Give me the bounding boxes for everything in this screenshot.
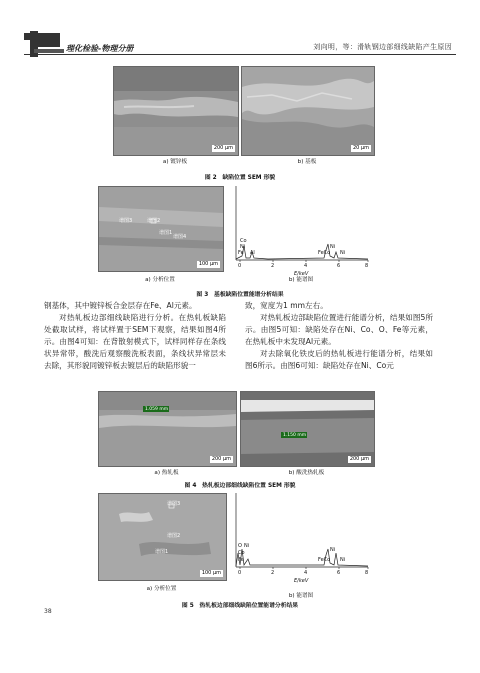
subcaption: b) 酸洗热轧板: [288, 470, 325, 476]
peak-label: FeCo: [318, 250, 331, 256]
x-tick: 6: [337, 263, 341, 269]
figure-caption: 图 4 热轧板边部细线缺陷位置 SEM 形貌: [184, 483, 296, 489]
running-title: 刘向明，等：滑轨钢边部细线缺陷产生原因: [313, 43, 452, 51]
paragraph: 钢基体，其中镀锌板合金层存在Fe、Al元素。: [44, 301, 197, 310]
x-axis-unit: E/keV: [294, 271, 309, 277]
spectrum-label: 谱图1: [155, 549, 169, 555]
peak-label: Co: [240, 238, 247, 244]
paragraph: 对去除氧化铁皮后的热轧板进行能谱分析，结果如图6所示。由图6可知：缺陷处存在Ni、Co元: [245, 349, 433, 370]
x-tick: 4: [304, 263, 308, 269]
fig2-image-a: [113, 66, 239, 156]
spectrum-label: 谱图2: [147, 218, 161, 224]
fig2-image-b: [241, 66, 375, 156]
fig5-spectrum: [228, 493, 374, 589]
x-axis-unit: E/keV: [294, 578, 309, 584]
paragraph: 对热轧板边部缺陷位置进行能谱分析，结果如图5所示。由图5可知：缺陷处存在Ni、Co、O、Fe等元素，在热轧板中未发现Al元素。: [245, 313, 433, 346]
x-tick: 8: [365, 263, 369, 269]
x-tick: 4: [304, 570, 308, 576]
scale-bar: 200 μm: [211, 456, 231, 462]
subcaption: a) 镀锌板: [162, 159, 188, 165]
spectrum-label: 谱图3: [167, 501, 181, 507]
fig3-image-a: [98, 186, 224, 272]
scale-bar: 20 μm: [352, 145, 369, 151]
scale-bar: 200 μm: [349, 456, 369, 462]
peak-label: Ni: [330, 244, 336, 250]
figure-caption: 图 5 热轧板边部细线缺陷位置能谱分析结果: [181, 603, 299, 609]
spectrum-label: 谱图4: [173, 234, 187, 240]
x-tick: 0: [238, 570, 242, 576]
subcaption: b) 能谱图: [288, 593, 314, 599]
fig4-image-b: [240, 391, 375, 467]
figure-caption: 图 2 缺陷位置 SEM 形貌: [204, 175, 276, 181]
subcaption: a) 分析位置: [146, 586, 177, 592]
peak-label: Ni: [244, 543, 250, 549]
x-tick: 2: [271, 570, 275, 576]
page-number: 38: [44, 608, 52, 615]
subcaption: b) 基板: [297, 159, 317, 165]
peak-label: O: [238, 543, 242, 549]
peak-label: FeCo: [318, 557, 331, 563]
scale-bar: 200 μm: [213, 145, 233, 151]
peak-label: Fe: [238, 557, 244, 563]
journal-name: 理化检验-物理分册: [66, 44, 134, 53]
scale-bar: 100 μm: [201, 570, 221, 576]
peak-label: Ni: [340, 250, 346, 256]
spectrum-label: 谱图3: [119, 218, 133, 224]
measurement-label: 1.059 mm: [145, 407, 169, 412]
spectrum-label: 谱图1: [159, 230, 173, 236]
spectrum-label: 谱图2: [167, 533, 181, 539]
figure-caption: 图 3 基板缺陷位置能谱分析结果: [196, 292, 284, 298]
subcaption: a) 分析位置: [145, 277, 175, 283]
x-tick: 8: [365, 570, 369, 576]
paragraph: 致，宽度为1 mm左右。: [245, 301, 328, 310]
peak-label: Al: [250, 250, 255, 256]
peak-label: Ni: [240, 244, 246, 250]
peak-label: Fe: [238, 250, 244, 256]
subcaption: a) 热轧板: [154, 470, 179, 476]
fig3-spectrum: [228, 186, 374, 282]
body-column-right: [245, 300, 433, 372]
x-tick: 2: [271, 263, 275, 269]
header-rule: [24, 54, 456, 55]
subcaption: b) 能谱图: [288, 277, 314, 283]
body-column-left: [44, 300, 226, 372]
scale-bar: 100 μm: [198, 261, 218, 267]
peak-label: Ni: [330, 547, 336, 553]
spectrum-chart: [228, 186, 374, 282]
spectrum-chart: [228, 493, 374, 589]
fig4-image-a: [98, 391, 237, 467]
paragraph: 对热轧板边部细线缺陷进行分析。在热轧板缺陷处截取试样，将试样置于SEM下观察，结果如图4所示。由图4可知：在背散射模式下，试样同样存在条线状异常带，酸洗后观察酸洗板表面，条线状异常层未去除，其形貌同镀锌板去镀层后的缺陷形貌一: [44, 313, 226, 370]
fig5-image-a: [98, 493, 227, 581]
peak-label: Co: [238, 550, 245, 556]
x-tick: 0: [238, 263, 242, 269]
peak-label: Ni: [340, 557, 346, 563]
measurement-label: 1.150 mm: [283, 433, 307, 438]
x-tick: 6: [337, 570, 341, 576]
